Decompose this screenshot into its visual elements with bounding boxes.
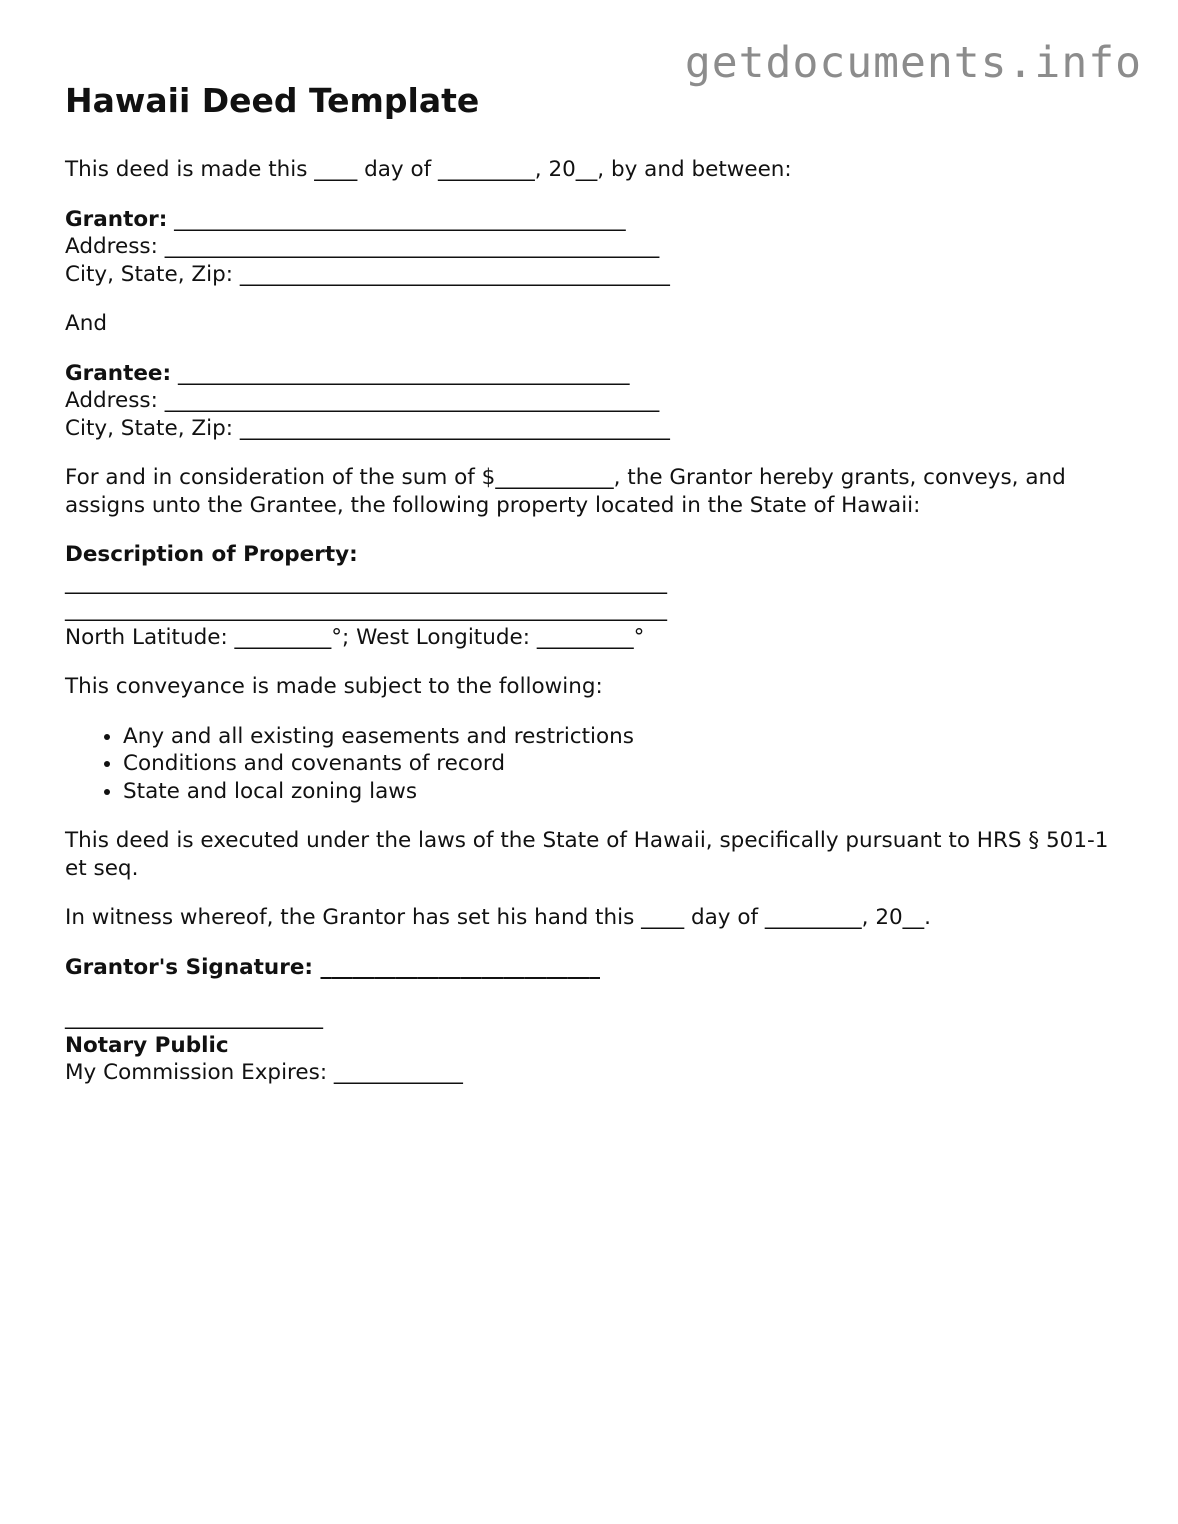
notary-label: Notary Public — [65, 1032, 229, 1058]
grantee-name-field: __________________________________________ — [171, 360, 630, 386]
notary-block — [65, 1004, 1135, 1087]
witness-paragraph: In witness whereof, the Grantor has set his hand this ____ day of _________, 20__. — [65, 905, 932, 930]
grantor-city-line: City, State, Zip: ________________________________________ — [65, 261, 670, 287]
subject-list — [65, 723, 1135, 806]
list-item: • Any and all existing easements and restrictions — [123, 723, 1135, 751]
description-line-1: ________________________________________________________ — [65, 569, 667, 595]
coordinates-line: North Latitude: _________°; West Longitude: _________° — [65, 624, 645, 650]
document-title: Hawaii Deed Template — [65, 81, 480, 120]
notary-signature-line: ________________________ — [65, 1005, 323, 1030]
grantee-label: Grantee: — [65, 360, 172, 386]
list-item: • State and local zoning laws — [123, 778, 1135, 806]
grantor-name-field: __________________________________________ — [167, 206, 626, 232]
list-item: • Conditions and covenants of record — [123, 750, 1135, 778]
consideration-paragraph: For and in consideration of the sum of $___________, the Grantor hereby grants, conveys, and assigns unto the Grantee, the following property located in the State of Hawaii: — [65, 465, 1073, 518]
and-text: And — [65, 311, 107, 336]
grantor-address-line: Address: ______________________________________________ — [65, 234, 660, 259]
grantee-block — [65, 360, 1135, 443]
watermark: getdocuments.info — [684, 38, 1142, 88]
grantor-label: Grantor: — [65, 206, 168, 232]
grantor-block — [65, 206, 1135, 289]
intro-paragraph: This deed is made this ____ day of _________, 20__, by and between: — [65, 157, 792, 182]
grantor-signature-line: Grantor's Signature: __________________________ — [65, 954, 600, 980]
grantee-name-line — [65, 360, 1135, 388]
grantor-name-line — [65, 206, 1135, 234]
laws-paragraph: This deed is executed under the laws of the State of Hawaii, specifically pursuant to HRS § 501-1 et seq. — [65, 828, 1116, 881]
grantee-address-line: Address: ______________________________________________ — [65, 388, 660, 413]
description-block — [65, 541, 1135, 651]
deed-document — [65, 78, 1135, 1087]
subject-intro: This conveyance is made subject to the following: — [65, 674, 603, 699]
commission-line: My Commission Expires: ____________ — [65, 1060, 463, 1085]
grantee-city-line: City, State, Zip: ________________________________________ — [65, 415, 670, 441]
description-label: Description of Property: — [65, 542, 358, 567]
description-line-2: ________________________________________________________ — [65, 597, 667, 622]
